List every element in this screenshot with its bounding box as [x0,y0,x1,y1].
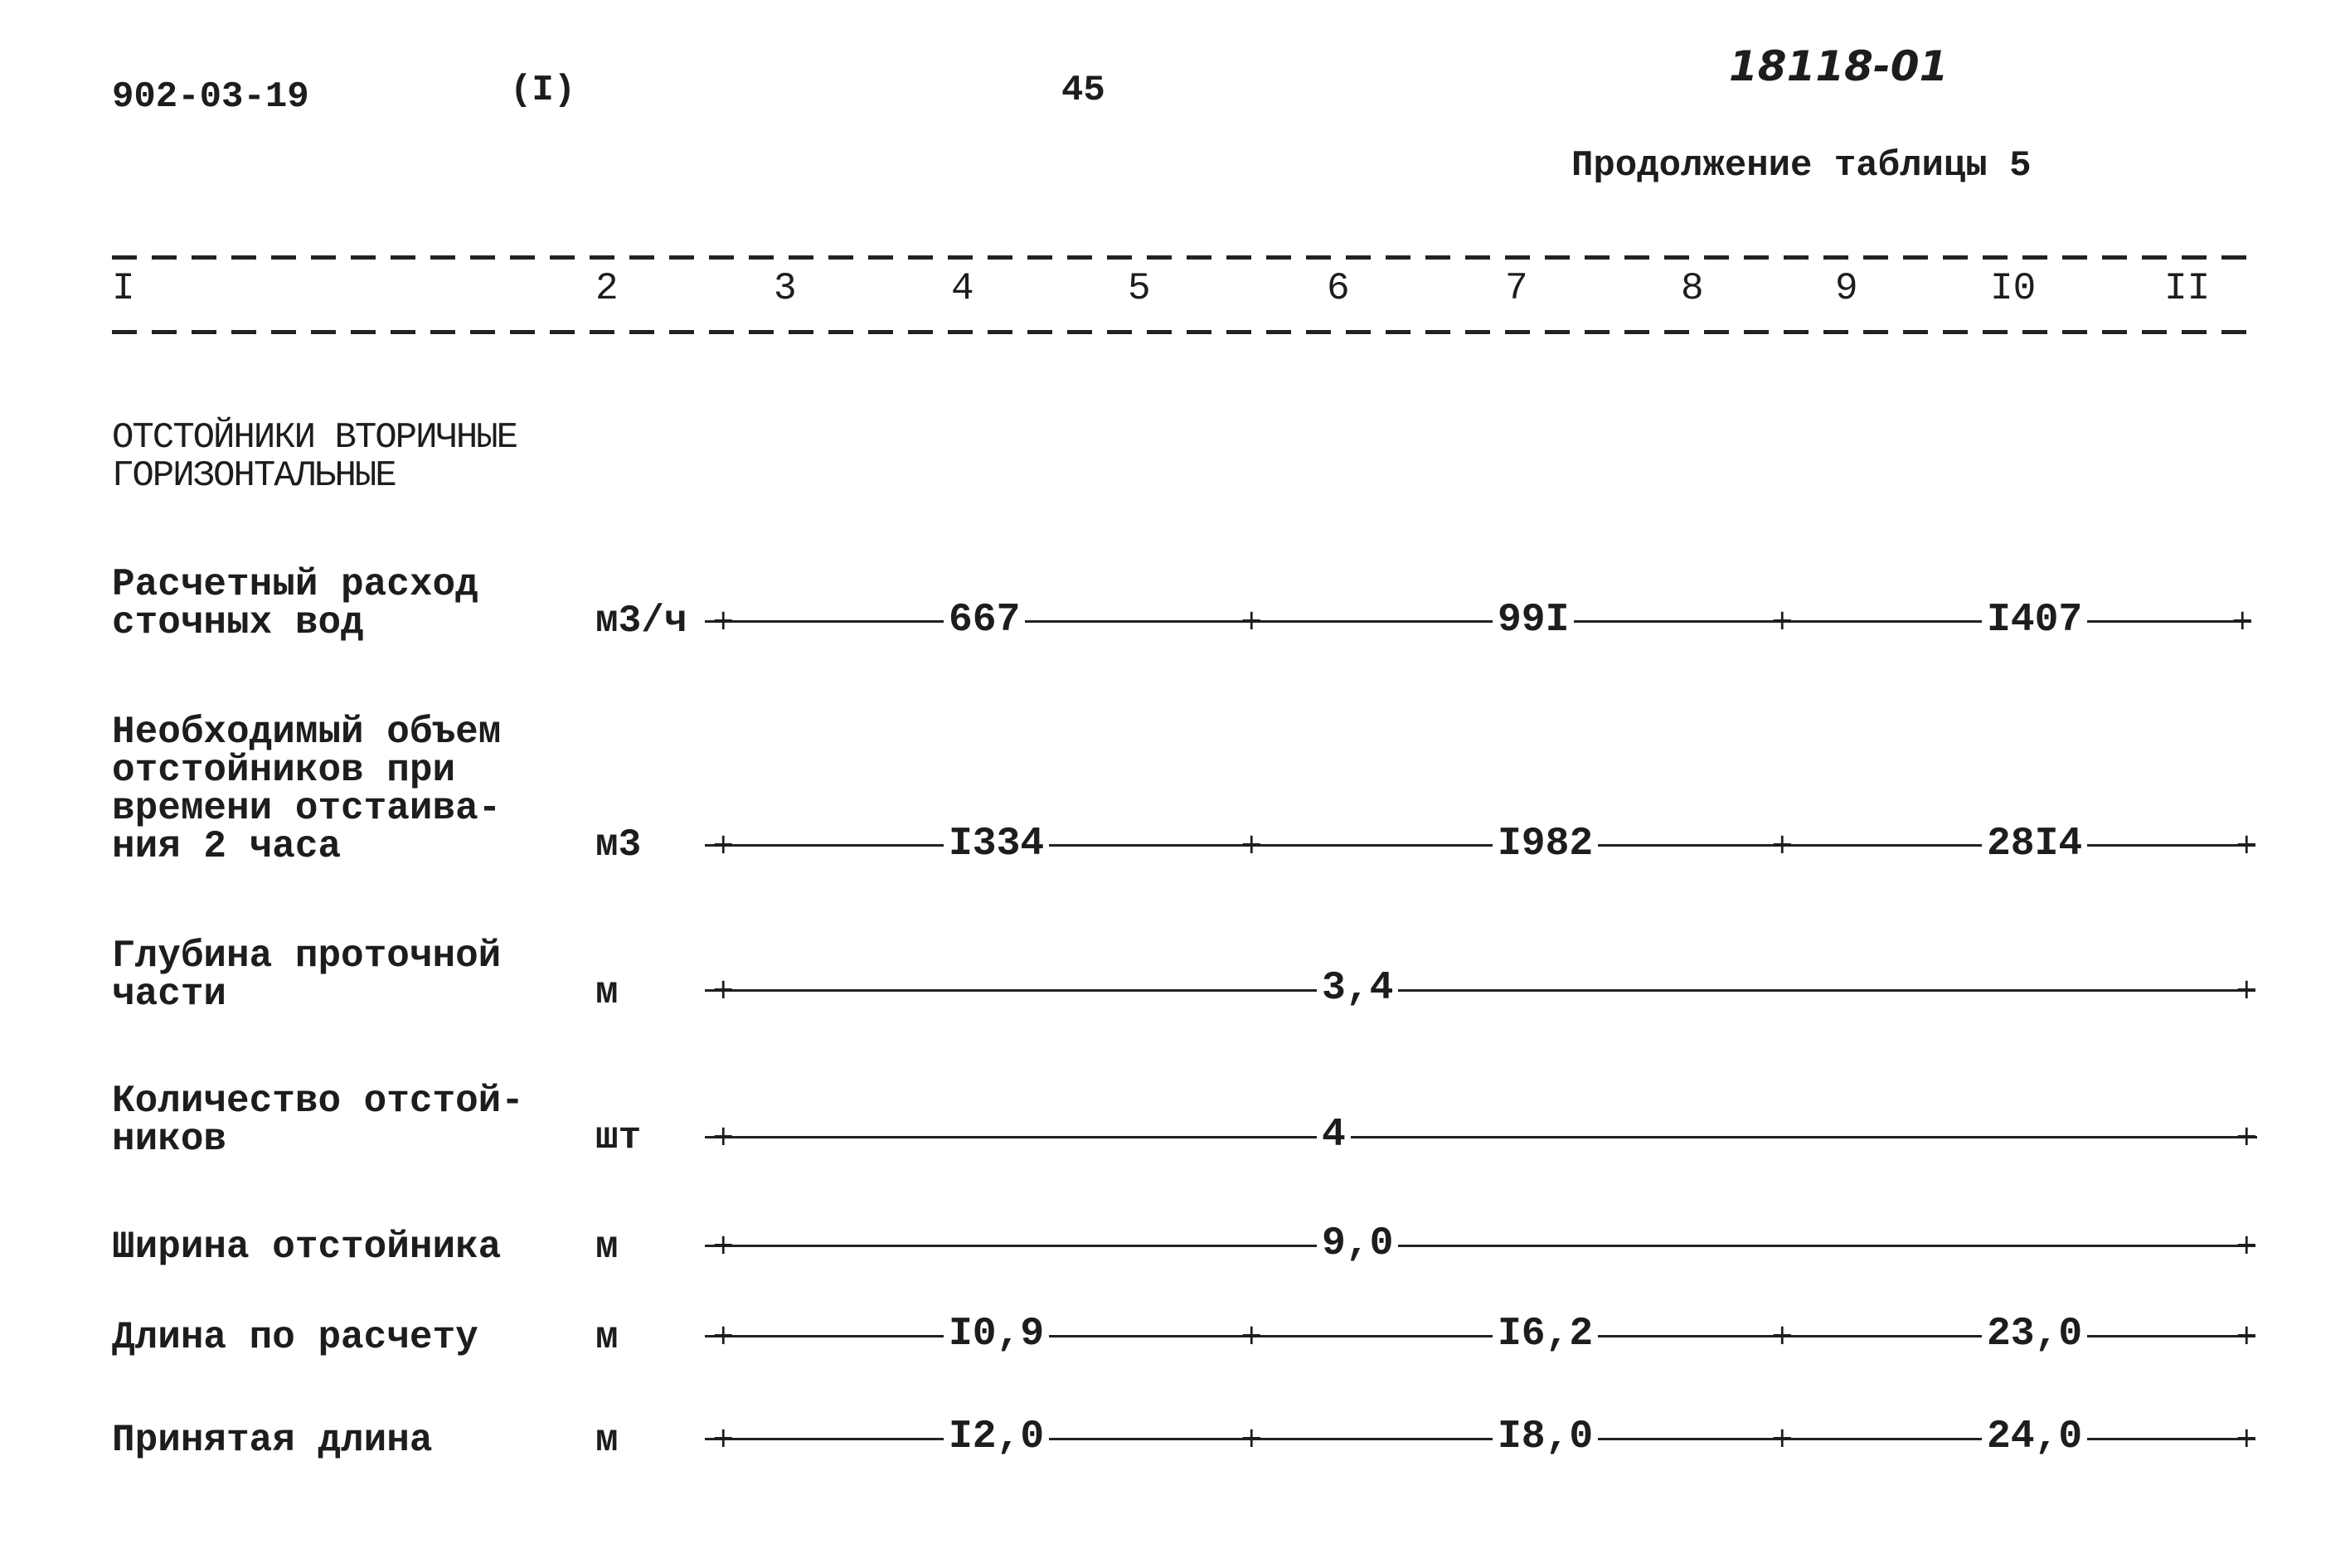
row-value: I6,2 [1493,1314,1598,1354]
row-unit: м3 [595,823,642,867]
column-number: 9 [1835,267,1858,310]
tick-mark: + [2235,1318,2259,1352]
document-part: (I) [510,70,576,111]
row-unit: м [595,1226,619,1269]
row-value: I8,0 [1493,1417,1598,1457]
tick-mark: + [2235,1421,2259,1454]
tick-mark: + [1770,1318,1794,1352]
row-value: 667 [944,600,1025,640]
tick-mark: + [1240,604,1264,637]
tick-mark: + [1240,1421,1264,1454]
row-label-line: части [112,973,227,1016]
handwritten-id: 18118-01 [1729,42,1949,90]
row-value: 3,4 [1317,968,1398,1008]
row-value: 99I [1493,600,1574,640]
tick-mark: + [1770,604,1794,637]
column-number: 2 [595,267,619,310]
row-unit: м3/ч [595,600,687,643]
row-unit: м [595,971,619,1014]
tick-mark: + [1770,1421,1794,1454]
tick-mark: + [711,1119,736,1153]
tick-mark: + [711,973,736,1006]
row-label-line: Глубина проточной [112,934,502,978]
column-number: 6 [1327,267,1350,310]
tick-mark: + [711,604,736,637]
row-label-line: Количество отстой- [112,1080,524,1123]
tick-mark: + [711,1318,736,1352]
tick-mark: + [711,828,736,861]
row-value: I2,0 [944,1417,1049,1457]
row-label-line: Ширина отстойника [112,1226,502,1269]
row-value: I982 [1493,824,1598,864]
row-value: I0,9 [944,1314,1049,1354]
row-label-line: Принятая длина [112,1419,433,1462]
column-header-bottom-rule [112,330,2255,334]
row-label-line: ния 2 часа [112,825,342,868]
row-value: 24,0 [1982,1417,2087,1457]
document-code: 902-03-19 [112,76,309,118]
column-number: II [2164,267,2211,310]
column-number: 8 [1681,267,1704,310]
row-value: I407 [1982,600,2087,640]
row-unit: м [595,1316,619,1359]
column-number: 4 [951,267,974,310]
row-unit: шт [595,1116,642,1159]
column-header-top-rule [112,255,2255,260]
row-value: 4 [1317,1115,1351,1155]
tick-mark: + [1770,828,1794,861]
column-number: 3 [774,267,797,310]
row-label-line: Длина по расчету [112,1316,478,1359]
column-number: I0 [1990,267,2037,310]
section-title-line: ОТСТОЙНИКИ ВТОРИЧНЫЕ [112,417,517,459]
row-value: 28I4 [1982,824,2087,864]
row-unit: м [595,1419,619,1462]
tick-mark: + [711,1228,736,1261]
row-label-line: отстойников при [112,749,456,792]
tick-mark: + [2231,604,2255,637]
tick-mark: + [1240,1318,1264,1352]
value-span-line [705,989,2255,992]
column-number: I [112,267,135,310]
page-number: 45 [1061,70,1105,111]
column-number: 5 [1128,267,1151,310]
tick-mark: + [711,1421,736,1454]
tick-mark: + [1240,828,1264,861]
row-label-line: Необходимый объем [112,711,502,754]
tick-mark: + [2235,1228,2259,1261]
value-span-line [705,1245,2255,1247]
row-label-line: времени отстаива- [112,787,502,830]
tick-mark: + [2235,828,2259,861]
column-number: 7 [1505,267,1528,310]
section-title-line: ГОРИЗОНТАЛЬНЫЕ [112,455,396,497]
value-span-line [705,1136,2257,1138]
row-label-line: Расчетный расход [112,563,478,606]
table-continuation-title: Продолжение таблицы 5 [1571,145,2032,187]
tick-mark: + [2235,1119,2259,1153]
row-value: 23,0 [1982,1314,2087,1354]
row-label-line: сточных вод [112,601,364,644]
row-value: 9,0 [1317,1224,1398,1264]
row-value: I334 [944,824,1049,864]
row-label-line: ников [112,1118,227,1161]
tick-mark: + [2235,973,2259,1006]
